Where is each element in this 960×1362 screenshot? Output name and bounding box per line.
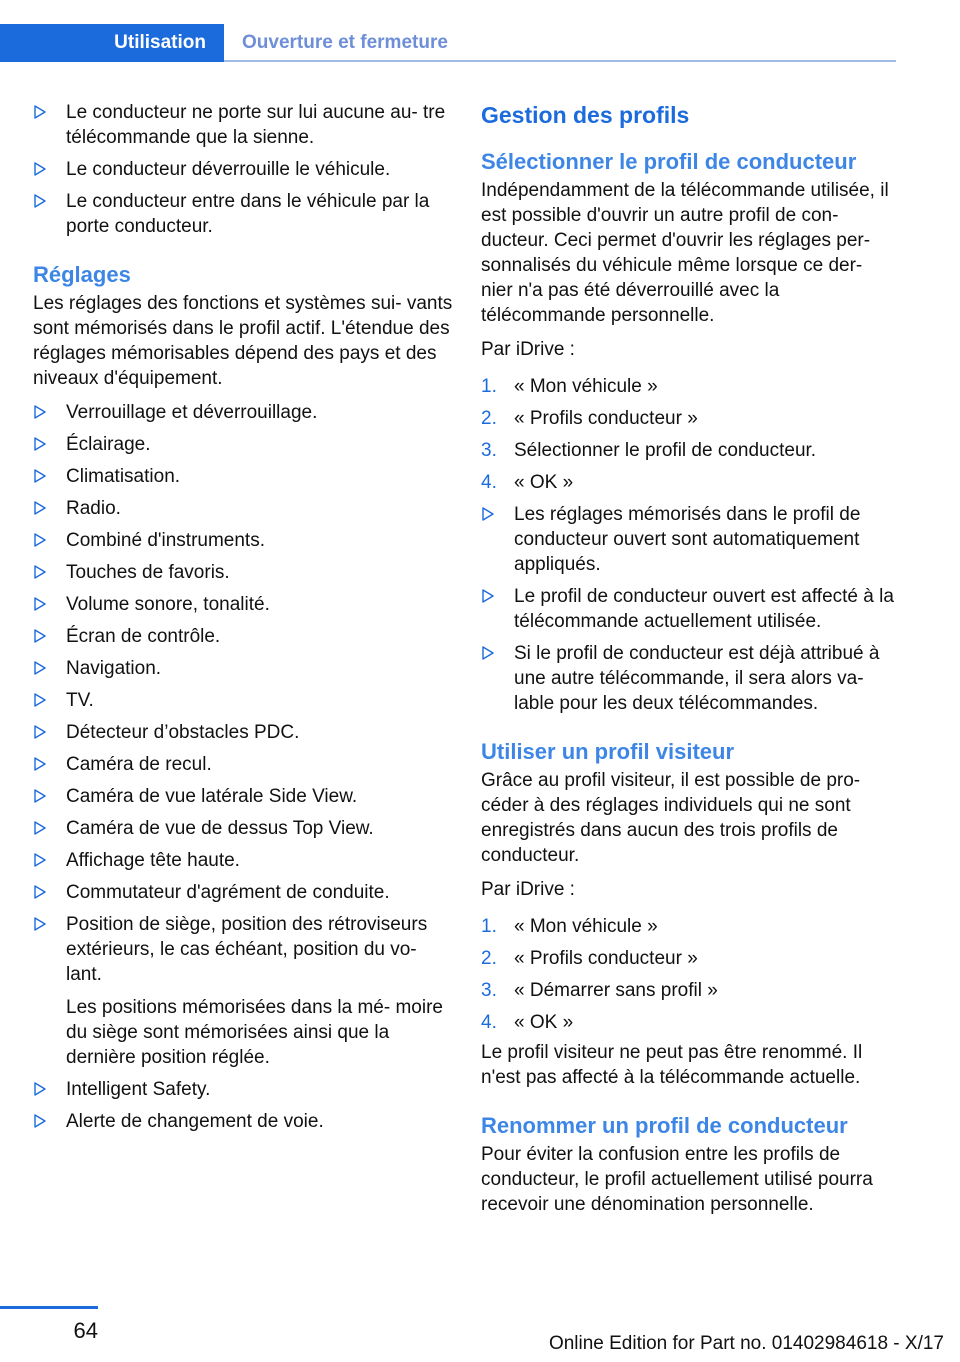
list-item-text: Caméra de vue latérale Side View. (66, 786, 358, 807)
triangle-bullet-icon (33, 437, 47, 451)
list-item-text: Combiné d'instruments. (66, 530, 265, 551)
triangle-bullet-icon (481, 589, 495, 603)
step-number: 2. (481, 408, 497, 429)
triangle-bullet-icon (33, 469, 47, 483)
list-item (33, 432, 453, 457)
numbered-step (481, 438, 899, 463)
triangle-bullet-icon (481, 507, 495, 521)
select-profile-heading: Sélectionner le profil de conducteur (481, 149, 857, 174)
list-item-text: Si le profil de conducteur est déjà attribué à une autre télécommande, il sera alors va‐ lable pour les deux télécommandes. (514, 643, 880, 714)
list-item (33, 656, 453, 681)
profiles-heading: Gestion des profils (481, 102, 690, 128)
select-bullets-list (481, 502, 899, 716)
settings-heading: Réglages (33, 262, 131, 287)
list-item-text: Le conducteur ne porte sur lui aucune au‐ tre télécommande que la sienne. (66, 102, 446, 148)
list-item-text: TV. (66, 690, 94, 711)
list-item (33, 880, 453, 905)
triangle-bullet-icon (33, 789, 47, 803)
list-item-text: Écran de contrôle. (66, 626, 221, 647)
step-text: « OK » (514, 1012, 574, 1033)
step-text: « Profils conducteur » (514, 408, 698, 429)
list-item-text: Éclairage. (66, 434, 151, 455)
numbered-step (481, 914, 899, 939)
list-item (33, 624, 453, 649)
triangle-bullet-icon (33, 162, 47, 176)
triangle-bullet-icon (33, 1114, 47, 1128)
list-item-text: Caméra de vue de dessus Top View. (66, 818, 374, 839)
list-item (481, 502, 899, 577)
step-number: 1. (481, 916, 497, 937)
list-item (33, 1109, 453, 1134)
list-item (33, 592, 453, 617)
guest-via-idrive: Par iDrive : (481, 879, 575, 900)
list-item-text: Les réglages mémorisés dans le profil de conducteur ouvert sont automatiquement appliqués. (514, 504, 861, 575)
list-item (33, 1077, 453, 1102)
triangle-bullet-icon (33, 1082, 47, 1096)
list-item-text: Alerte de changement de voie. (66, 1111, 324, 1132)
numbered-step (481, 1010, 899, 1035)
triangle-bullet-icon (33, 917, 47, 931)
settings-paragraph: Les réglages des fonctions et systèmes sui‐ vants sont mémorisés dans le profil actif. L'étendue des réglages mémorisables dépend des pays et des niveaux d'équipement. (33, 293, 453, 389)
tab-utilisation[interactable]: Utilisation (0, 24, 224, 62)
guest-profile-paragraph: Grâce au profil visiteur, il est possible de pro‐ céder à des réglages individuels qui ne sont enregistrés dans aucun des trois profils de conducteur. (481, 770, 861, 866)
step-text: « Démarrer sans profil » (514, 980, 718, 1001)
list-item (481, 584, 899, 634)
list-item (33, 189, 453, 239)
triangle-bullet-icon (33, 661, 47, 675)
triangle-bullet-icon (33, 105, 47, 119)
triangle-bullet-icon (33, 757, 47, 771)
triangle-bullet-icon (33, 533, 47, 547)
triangle-bullet-icon (33, 821, 47, 835)
list-item (33, 528, 453, 553)
list-item-text: Navigation. (66, 658, 162, 679)
list-item-text: Touches de favoris. (66, 562, 230, 583)
step-number: 1. (481, 376, 497, 397)
list-item-text: Affichage tête haute. (66, 850, 240, 871)
step-text: « Profils conducteur » (514, 948, 698, 969)
list-item-text: Verrouillage et déverrouillage. (66, 402, 318, 423)
step-text: « OK » (514, 472, 574, 493)
triangle-bullet-icon (33, 853, 47, 867)
page-number: 64 (73, 1318, 98, 1343)
list-item-text: Commutateur d'agrément de conduite. (66, 882, 390, 903)
numbered-step (481, 374, 899, 399)
select-steps-list (481, 374, 899, 495)
triangle-bullet-icon (33, 725, 47, 739)
list-item (33, 496, 453, 521)
guest-steps-list (481, 914, 899, 1035)
select-via-idrive: Par iDrive : (481, 339, 575, 360)
right-column (481, 100, 899, 1226)
list-item (33, 720, 453, 745)
list-item-text: Le conducteur déverrouille le véhicule. (66, 159, 391, 180)
header-divider (224, 60, 896, 62)
list-item (481, 641, 899, 716)
triangle-bullet-icon (481, 646, 495, 660)
select-profile-paragraph: Indépendamment de la télécommande utilisée, il est possible d'ouvrir un autre profil de con‐ ducteur. Ceci permet d'ouvrir les réglages per‐ sonnalisés du véhicule même lorsque ce der‐ nier n'a pas été déverrouillé avec la télécommande personnelle. (481, 180, 889, 326)
numbered-step (481, 470, 899, 495)
list-item (33, 816, 453, 841)
triangle-bullet-icon (33, 693, 47, 707)
footer-rule (0, 1306, 98, 1309)
list-item-text: Radio. (66, 498, 121, 519)
list-item (33, 784, 453, 809)
step-text: « Mon véhicule » (514, 916, 658, 937)
numbered-step (481, 406, 899, 431)
list-item (33, 560, 453, 585)
list-item-text: Position de siège, position des rétroviseurs extérieurs, le cas échéant, position du vo‐ lant. (66, 914, 428, 985)
list-item (33, 100, 453, 150)
settings-bullet-list (33, 400, 453, 1134)
triangle-bullet-icon (33, 597, 47, 611)
list-item (33, 848, 453, 873)
list-item-text: Climatisation. (66, 466, 181, 487)
step-text: « Mon véhicule » (514, 376, 658, 397)
left-column (33, 100, 453, 1141)
numbered-step (481, 946, 899, 971)
list-item (33, 157, 453, 182)
step-text: Sélectionner le profil de conducteur. (514, 440, 817, 461)
header-bar (0, 0, 960, 62)
step-number: 3. (481, 440, 497, 461)
guest-profile-heading: Utiliser un profil visiteur (481, 739, 735, 764)
step-number: 4. (481, 472, 497, 493)
step-number: 2. (481, 948, 497, 969)
list-item (33, 912, 453, 1070)
triangle-bullet-icon (33, 501, 47, 515)
list-item-text: Caméra de recul. (66, 754, 212, 775)
list-item-text: Volume sonore, tonalité. (66, 594, 270, 615)
triangle-bullet-icon (33, 565, 47, 579)
list-item (33, 464, 453, 489)
list-item-text: Intelligent Safety. (66, 1079, 211, 1100)
rename-profile-paragraph: Pour éviter la confusion entre les profils de conducteur, le profil actuellement utilisé pourra recevoir une dénomination personnelle. (481, 1144, 873, 1215)
intro-bullet-list (33, 100, 453, 239)
triangle-bullet-icon (33, 405, 47, 419)
guest-after-paragraph: Le profil visiteur ne peut pas être renommé. Il n'est pas affecté à la télécommande actuelle. (481, 1042, 863, 1088)
triangle-bullet-icon (33, 194, 47, 208)
list-item-note: Les positions mémorisées dans la mé‐ moire du siège sont mémorisées ainsi que la dernière position réglée. (66, 997, 443, 1068)
list-item-text: Le conducteur entre dans le véhicule par la porte conducteur. (66, 191, 430, 237)
list-item (33, 752, 453, 777)
list-item-text: Détecteur d’obstacles PDC. (66, 722, 300, 743)
list-item (33, 400, 453, 425)
step-number: 3. (481, 980, 497, 1001)
edition-footer: Online Edition for Part no. 01402984618 - X/17 (548, 1333, 944, 1354)
triangle-bullet-icon (33, 885, 47, 899)
step-number: 4. (481, 1012, 497, 1033)
list-item (33, 688, 453, 713)
list-item-text: Le profil de conducteur ouvert est affecté à la télécommande actuellement utilisée. (514, 586, 894, 632)
rename-profile-heading: Renommer un profil de conducteur (481, 1113, 848, 1138)
numbered-step (481, 978, 899, 1003)
triangle-bullet-icon (33, 629, 47, 643)
tab-ouverture-fermeture[interactable]: Ouverture et fermeture (242, 32, 448, 53)
